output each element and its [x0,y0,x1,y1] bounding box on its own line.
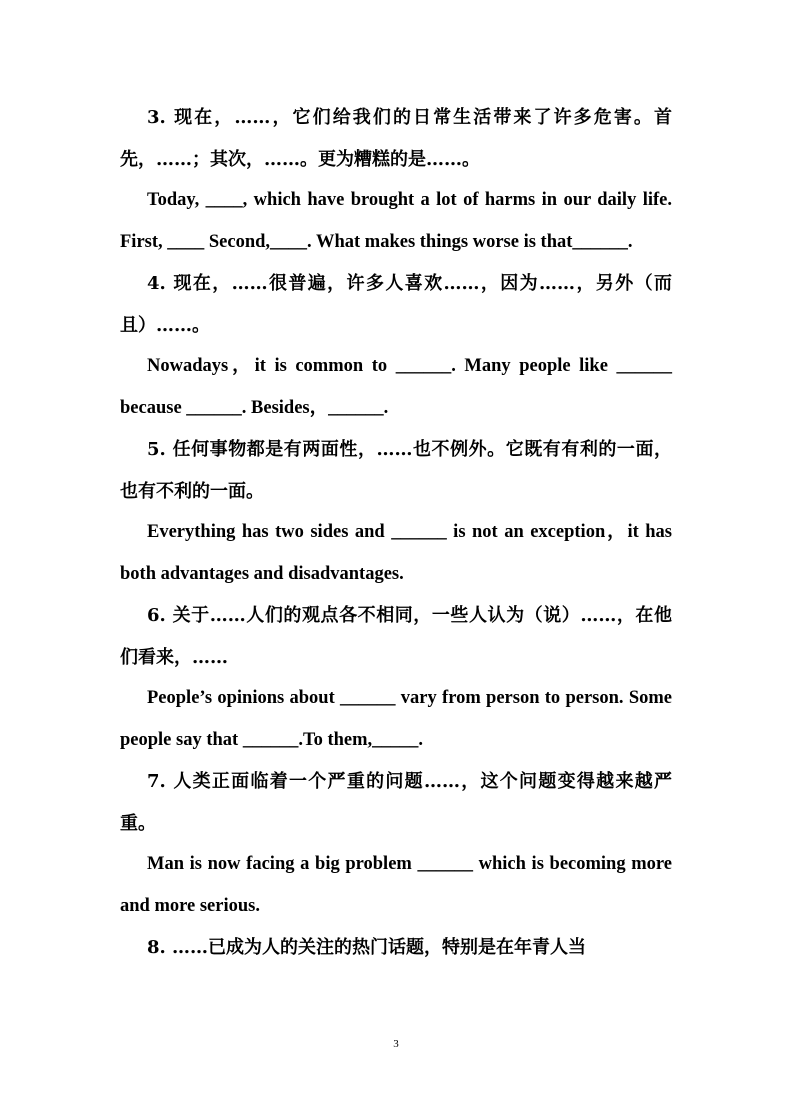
item-5-chinese: 5. 任何事物都是有两面性，……也不例外。它既有有利的一面，也有不利的一面。 [120,439,672,502]
item-6-english: People’s opinions about ______ vary from person to person. Some people say that ______.To them,_____. [120,688,672,750]
item-6-chinese: 6. 关于……人们的观点各不相同，一些人认为（说）……，在他们看来，…… [120,605,672,668]
page-content [120,97,672,969]
page-number: 3 [393,1038,399,1050]
item-7-chinese: 7. 人类正面临着一个严重的问题……，这个问题变得越来越严重。 [120,771,672,834]
item-3-english: Today, ____, which have brought a lot of harms in our daily life. First, ____ Second,____. What makes things worse is that______. [120,190,672,252]
item-7-english: Man is now facing a big problem ______ which is becoming more and more serious. [120,854,672,916]
item-3-chinese: 3. 现在，……，它们给我们的日常生活带来了许多危害。首先，……；其次，……。更为糟糕的是……。 [120,107,672,170]
item-8-chinese: 8. ……已成为人的关注的热门话题，特别是在年青人当 [147,937,587,958]
item-5-english: Everything has two sides and ______ is not an exception，it has both advantages and disadvantages. [120,522,672,584]
item-4-chinese: 4. 现在，……很普遍，许多人喜欢……，因为……，另外（而且）……。 [120,273,672,336]
item-4-english: Nowadays，it is common to ______. Many people like ______ because ______. Besides，______. [120,356,672,418]
